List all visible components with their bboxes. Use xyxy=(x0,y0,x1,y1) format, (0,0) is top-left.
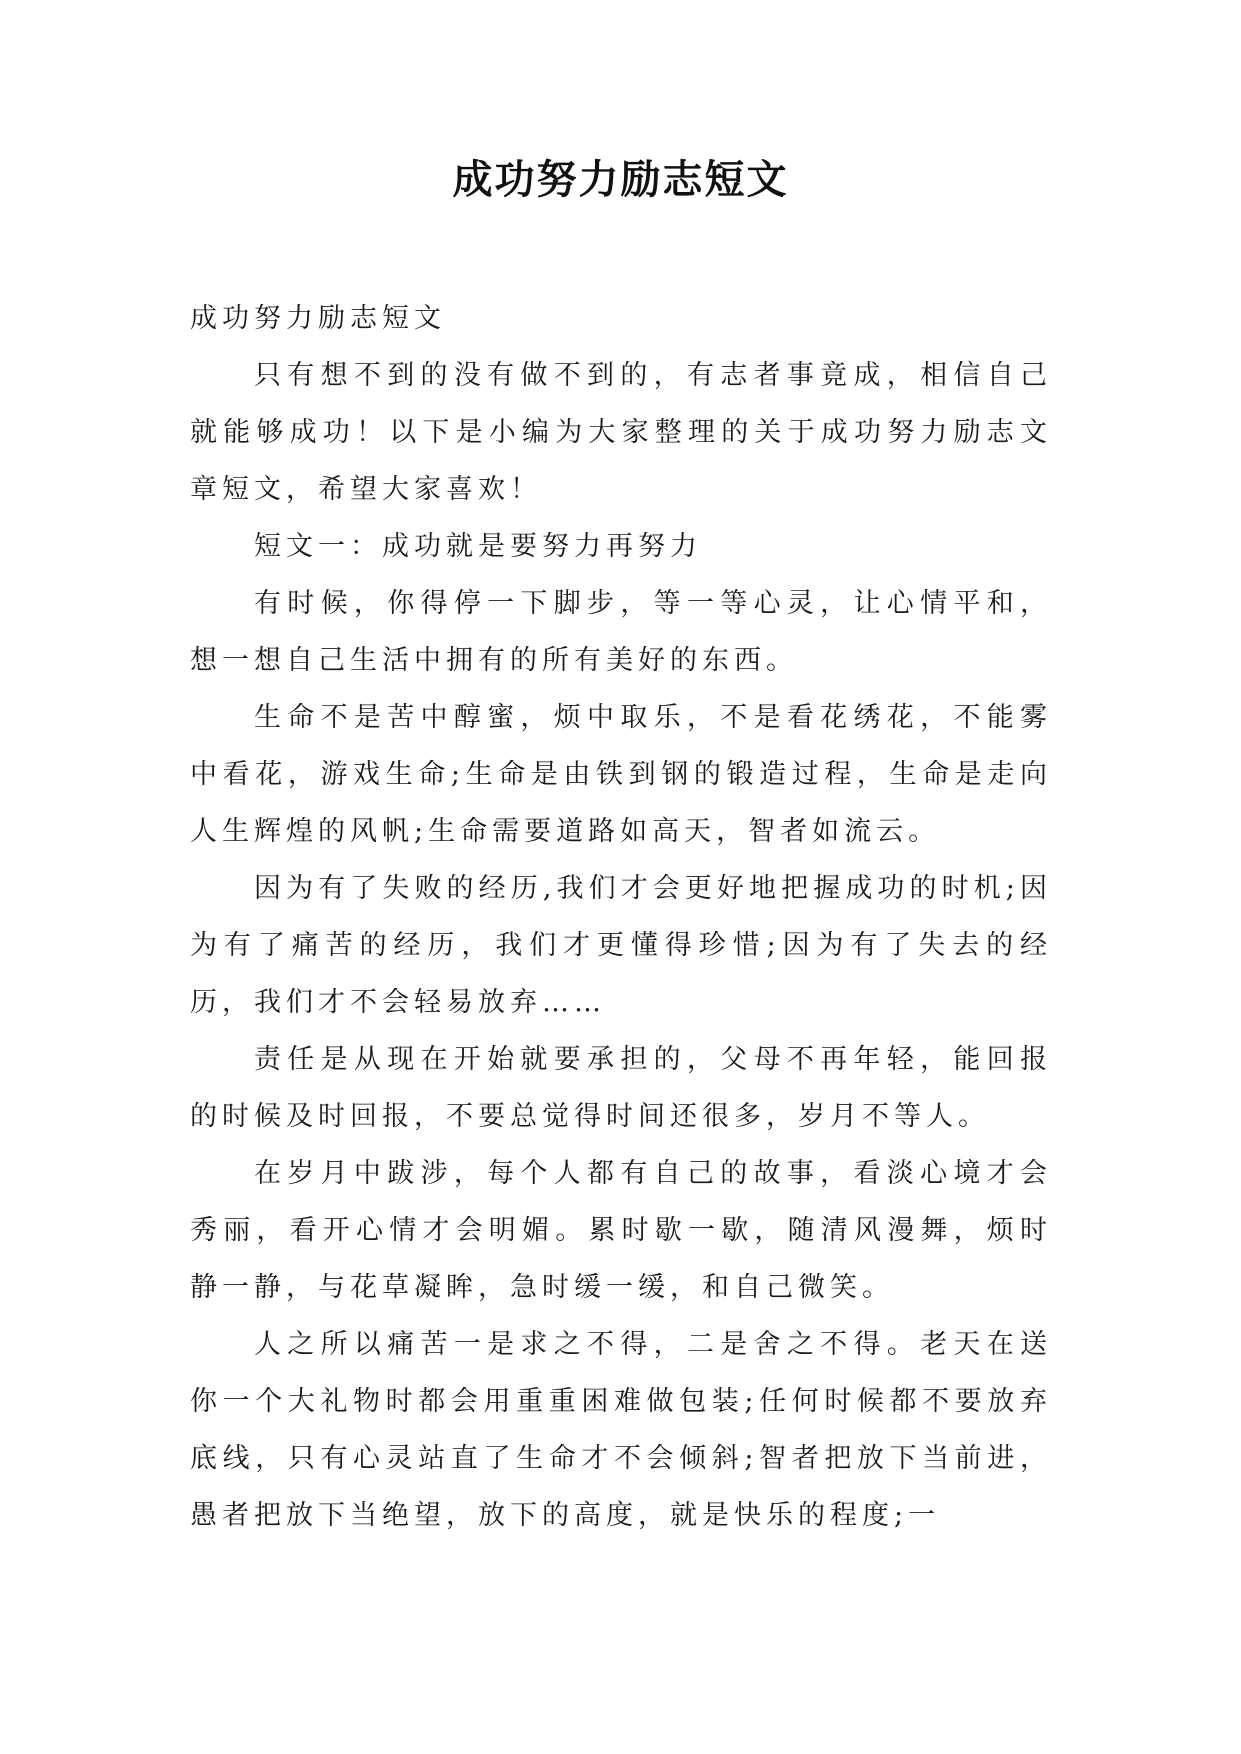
document-title: 成功努力励志短文 xyxy=(452,156,789,203)
paragraph: 在岁月中跋涉，每个人都有自己的故事，看淡心境才会秀丽，看开心情才会明媚。累时歇一歇，随清风漫舞，烦时静一静，与花草凝眸，急时缓一缓，和自己微笑。 xyxy=(190,1158,1052,1303)
paragraph-intro: 只有想不到的没有做不到的，有志者事竟成，相信自己就能够成功！以下是小编为大家整理的关于成功努力励志文章短文，希望大家喜欢！ xyxy=(190,360,1052,505)
paragraph-section-heading: 短文一：成功就是要努力再努力 xyxy=(254,531,702,562)
document-body xyxy=(190,290,1052,1544)
paragraph: 有时候，你得停一下脚步，等一等心灵，让心情平和，想一想自己生活中拥有的所有美好的东西。 xyxy=(190,588,1052,676)
paragraph: 人之所以痛苦一是求之不得，二是舍之不得。老天在送你一个大礼物时都会用重重困难做包装;任何时候都不要放弃底线，只有心灵站直了生命才不会倾斜;智者把放下当前进，愚者把放下当绝望，放下的高度，就是快乐的程度;一 xyxy=(190,1329,1052,1531)
paragraph: 因为有了失败的经历,我们才会更好地把握成功的时机;因为有了痛苦的经历，我们才更懂得珍惜;因为有了失去的经历，我们才不会轻易放弃…… xyxy=(190,873,1052,1018)
paragraph: 责任是从现在开始就要承担的，父母不再年轻，能回报的时候及时回报，不要总觉得时间还很多，岁月不等人。 xyxy=(190,1044,1052,1132)
paragraph: 生命不是苦中醇蜜，烦中取乐，不是看花绣花，不能雾中看花，游戏生命;生命是由铁到钢的锻造过程，生命是走向人生辉煌的风帆;生命需要道路如高天，智者如流云。 xyxy=(190,702,1052,847)
paragraph-subtitle: 成功努力励志短文 xyxy=(190,303,446,334)
